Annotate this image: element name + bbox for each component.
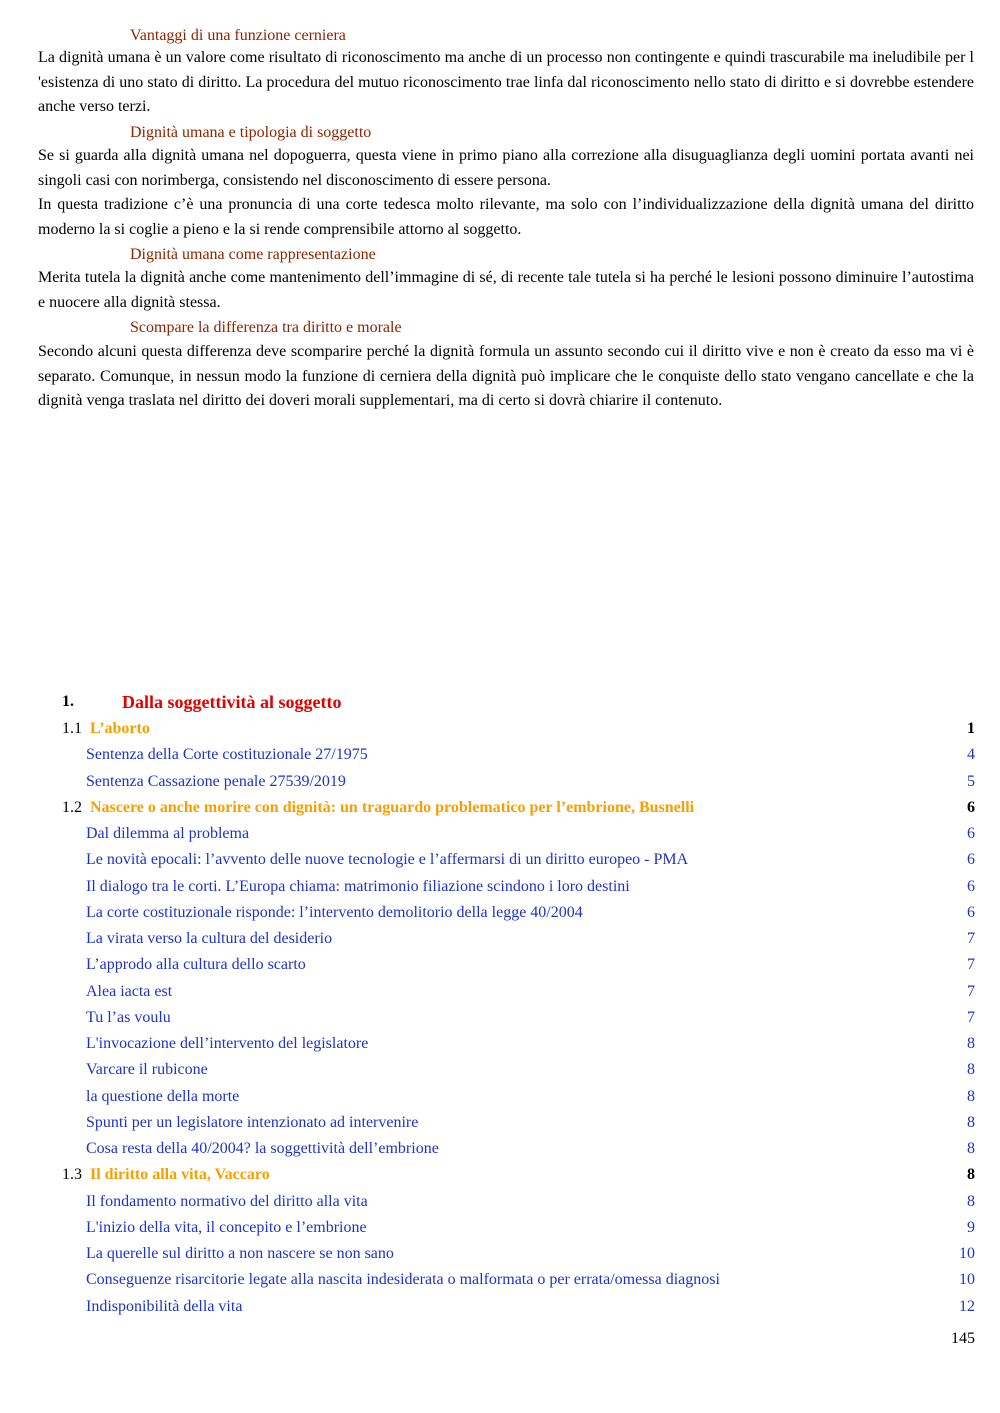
toc-chapter-number: 1. [62, 693, 74, 710]
toc-entry-number: 1.2 [62, 798, 82, 816]
toc-subsection-entry[interactable] [0, 742, 1000, 768]
paragraph: Secondo alcuni questa differenza deve scomparire perché la dignità formula un assunto secondo cui il diritto vive e non è creato da esso ma vi è separato. Comunque, in nessun modo la funzione di cerniera della dignità può implicare che le conquiste dello stato vengano cancellate e che la dignità venga traslata nel diritto dei doveri morali supplementari, ma di certo si dovrà chiarire il contenuto. [38, 343, 974, 409]
toc-entry-title: La querelle sul diritto a non nascere se non sano [86, 1245, 394, 1262]
toc-entry-page: 7 [967, 956, 975, 974]
toc-entry-page: 7 [967, 982, 975, 1000]
toc-entry-number: 1.3 [62, 1166, 82, 1184]
toc-entry-page: 6 [967, 798, 975, 816]
toc-entry-page: 7 [967, 930, 975, 947]
toc-subsection-entry[interactable] [0, 1215, 1000, 1241]
toc-subsection-entry[interactable] [0, 1241, 1000, 1267]
toc-subsection-entry[interactable] [0, 874, 1000, 900]
toc-entry-title: L'inizio della vita, il concepito e l’embrione [86, 1218, 367, 1236]
toc-entry-title: Cosa resta della 40/2004? la soggettività dell’embrione [86, 1140, 439, 1157]
toc-entry-page: 7 [967, 1008, 975, 1026]
toc-entry-title: la questione della morte [86, 1087, 240, 1105]
toc-entry-title: Sentenza Cassazione penale 27539/2019 [86, 772, 346, 790]
paragraph: La dignità umana è un valore come risultato di riconoscimento ma anche di un processo non contingente e quindi trascurabile ma ineludibile per l 'esistenza di uno stato di diritto. La procedura del mutuo riconoscimento trae linfa dal riconoscimento nello stato di diritto e si dovrebbe estendere anche verso terzi. [38, 49, 974, 115]
toc-chapter[interactable] [0, 689, 1000, 715]
toc-entry-page: 1 [967, 720, 975, 737]
toc-entry-title: L'invocazione dell’intervento del legislatore [86, 1035, 369, 1052]
toc-entry-title: Conseguenze risarcitorie legate alla nascita indesiderata o malformata o per errata/omessa diagnosi [86, 1271, 720, 1289]
toc-entry-title: Il diritto alla vita, Vaccaro [90, 1166, 270, 1184]
toc-entry-title: Varcare il rubicone [86, 1061, 208, 1079]
toc-subsection-entry[interactable] [0, 769, 1000, 795]
toc-entry-page: 8 [967, 1113, 975, 1131]
toc-entry-title: Spunti per un legislatore intenzionato ad intervenire [86, 1113, 419, 1131]
section-heading: Dignità umana come rappresentazione [130, 246, 376, 263]
toc-entry-number: 1.1 [62, 720, 82, 737]
toc-entry-page: 8 [967, 1087, 975, 1105]
toc-entry-page: 10 [959, 1245, 975, 1262]
toc-entry-page: 12 [959, 1297, 975, 1315]
toc-subsection-entry[interactable] [0, 979, 1000, 1005]
toc-subsection-entry[interactable] [0, 1005, 1000, 1031]
toc-subsection-entry[interactable] [0, 926, 1000, 952]
toc-subsection-entry[interactable] [0, 1136, 1000, 1162]
toc-entry-page: 4 [967, 746, 975, 764]
toc-entry-title: Le novità epocali: l’avvento delle nuove tecnologie e l’affermarsi di un diritto europeo - PMA [86, 851, 689, 869]
toc-subsection-entry[interactable] [0, 847, 1000, 873]
toc-entry-page: 8 [967, 1061, 975, 1079]
toc-entry-title: Indisponibilità della vita [86, 1297, 243, 1315]
toc-entry-page: 8 [967, 1192, 975, 1210]
toc-subsection-entry[interactable] [0, 821, 1000, 847]
toc-entry-title: Nascere o anche morire con dignità: un traguardo problematico per l’embrione, Busnelli [90, 798, 695, 816]
toc-entry-title: Il dialogo tra le corti. L’Europa chiama: matrimonio filiazione scindono i loro destini [86, 877, 630, 895]
toc-chapter-title: Dalla soggettività al soggetto [122, 692, 342, 712]
toc-subsection-entry[interactable] [0, 1189, 1000, 1215]
toc-section-entry[interactable] [0, 795, 1000, 821]
toc-entry-page: 8 [967, 1035, 975, 1052]
section-heading: Vantaggi di una funzione cerniera [130, 27, 346, 44]
toc-entry-title: L’approdo alla cultura dello scarto [86, 956, 306, 974]
toc-entry-title: Alea iacta est [86, 982, 173, 1000]
toc-entry-page: 6 [967, 877, 975, 895]
toc-entry-title: La corte costituzionale risponde: l’intervento demolitorio della legge 40/2004 [86, 903, 583, 921]
toc-subsection-entry[interactable] [0, 1057, 1000, 1083]
toc-entry-title: L’aborto [90, 720, 150, 737]
toc-subsection-entry[interactable] [0, 1110, 1000, 1136]
toc-entry-page: 8 [967, 1140, 975, 1157]
toc-subsection-entry[interactable] [0, 1294, 1000, 1320]
toc-entry-page: 5 [967, 772, 975, 790]
section-heading: Scompare la differenza tra diritto e morale [130, 319, 402, 336]
toc-entry-page: 6 [967, 903, 975, 921]
paragraph: Se si guarda alla dignità umana nel dopoguerra, questa viene in primo piano alla correzione alla disuguaglianza degli uomini portata avanti nei singoli casi con norimberga, consistendo nel disconoscimento di essere persona. [38, 147, 974, 189]
section-heading: Dignità umana e tipologia di soggetto [130, 124, 372, 141]
toc-entry-page: 10 [959, 1271, 975, 1289]
toc-subsection-entry[interactable] [0, 1084, 1000, 1110]
toc-section-entry[interactable] [0, 716, 1000, 742]
toc-subsection-entry[interactable] [0, 900, 1000, 926]
paragraph: Merita tutela la dignità anche come mantenimento dell’immagine di sé, di recente tale tutela si ha perché le lesioni possono diminuire l’autostima e nuocere alla dignità stessa. [38, 269, 974, 311]
toc-entry-title: Dal dilemma al problema [86, 825, 250, 842]
toc-entry-page: 9 [967, 1218, 975, 1236]
toc-entry-page: 6 [967, 825, 975, 842]
toc-subsection-entry[interactable] [0, 952, 1000, 978]
toc-entry-title: Sentenza della Corte costituzionale 27/1975 [86, 746, 368, 764]
toc-entry-title: Il fondamento normativo del diritto alla vita [86, 1192, 368, 1210]
page-number: 145 [951, 1330, 975, 1347]
toc-subsection-entry[interactable] [0, 1267, 1000, 1293]
toc-entry-page: 6 [967, 851, 975, 869]
toc-subsection-entry[interactable] [0, 1031, 1000, 1057]
paragraph: In questa tradizione c’è una pronuncia di una corte tedesca molto rilevante, ma solo con l’individualizzazione della dignità umana del diritto moderno la si coglie a pieno e la si rende comprensibile attorno al soggetto. [38, 196, 974, 238]
toc-section-entry[interactable] [0, 1162, 1000, 1188]
toc-entry-page: 8 [967, 1166, 975, 1184]
toc-entry-title: Tu l’as voulu [86, 1008, 171, 1026]
toc-entry-title: La virata verso la cultura del desiderio [86, 930, 333, 947]
